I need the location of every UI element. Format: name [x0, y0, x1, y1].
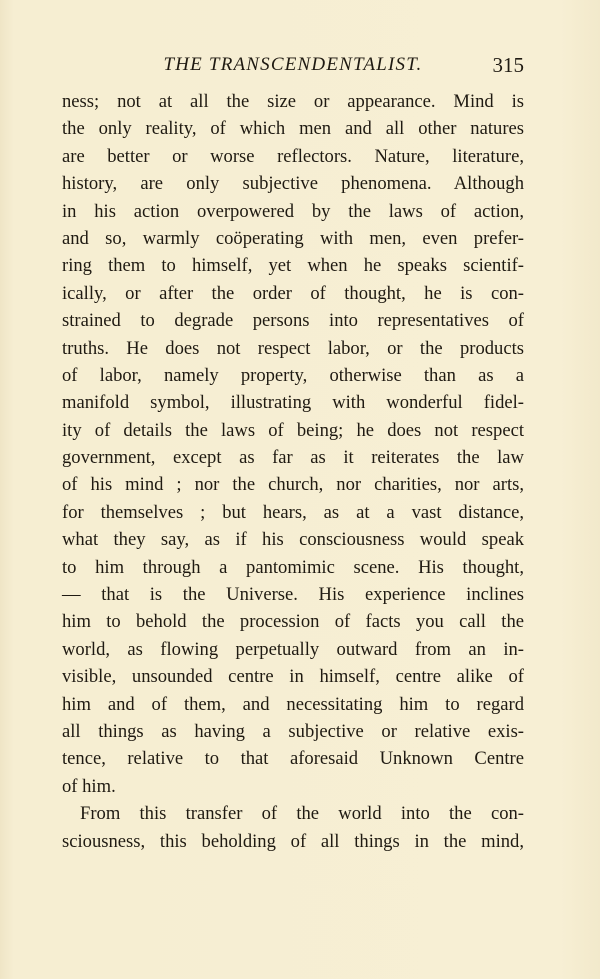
text-line: of him.	[62, 775, 116, 797]
text-line: — that is the Universe. His experience inclines	[62, 584, 524, 606]
page-number: 315	[492, 53, 524, 77]
text-line: all things as having a subjective or relative exis-	[62, 720, 524, 742]
text-line: government, except as far as it reiterates the law	[62, 447, 524, 469]
text-line: for themselves ; but hears, as at a vast distance,	[62, 501, 524, 523]
text-line: what they say, as if his consciousness would speak	[62, 529, 524, 551]
text-line: of labor, namely property, otherwise than as a	[62, 364, 524, 386]
page-header	[62, 52, 524, 78]
text-line: world, as flowing perpetually outward from an in-	[62, 638, 524, 660]
text-line: him to behold the procession of facts you call the	[62, 611, 524, 633]
running-title: THE TRANSCENDENTALIST.	[163, 54, 423, 75]
text-line: and so, warmly coöperating with men, even prefer-	[62, 227, 524, 249]
text-line: ically, or after the order of thought, he is con-	[62, 282, 524, 304]
text-line: From this transfer of the world into the con-	[80, 803, 524, 825]
text-line: him and of them, and necessitating him to regard	[62, 693, 524, 715]
body-text	[62, 88, 524, 855]
text-line: strained to degrade persons into representatives of	[62, 310, 524, 332]
text-line: to him through a pantomimic scene. His thought,	[62, 556, 524, 578]
text-line: in his action overpowered by the laws of action,	[62, 200, 524, 222]
text-line: truths. He does not respect labor, or the products	[62, 337, 524, 359]
text-line: ness; not at all the size or appearance. Mind is	[62, 91, 524, 112]
text-line: visible, unsounded centre in himself, centre alike of	[62, 666, 524, 688]
text-line: sciousness, this beholding of all things in the mind,	[62, 830, 524, 852]
text-line: history, are only subjective phenomena. Although	[62, 173, 524, 195]
text-line: ring them to himself, yet when he speaks scientif-	[62, 255, 524, 277]
text-line: are better or worse reflectors. Nature, literature,	[62, 145, 524, 167]
text-line: the only reality, of which men and all other natures	[62, 118, 524, 140]
text-line: ity of details the laws of being; he does not respect	[62, 419, 524, 441]
text-line: tence, relative to that aforesaid Unknown Centre	[62, 748, 524, 770]
text-line: of his mind ; nor the church, nor charities, nor arts,	[62, 474, 524, 496]
text-line: manifold symbol, illustrating with wonderful fidel-	[62, 392, 524, 414]
